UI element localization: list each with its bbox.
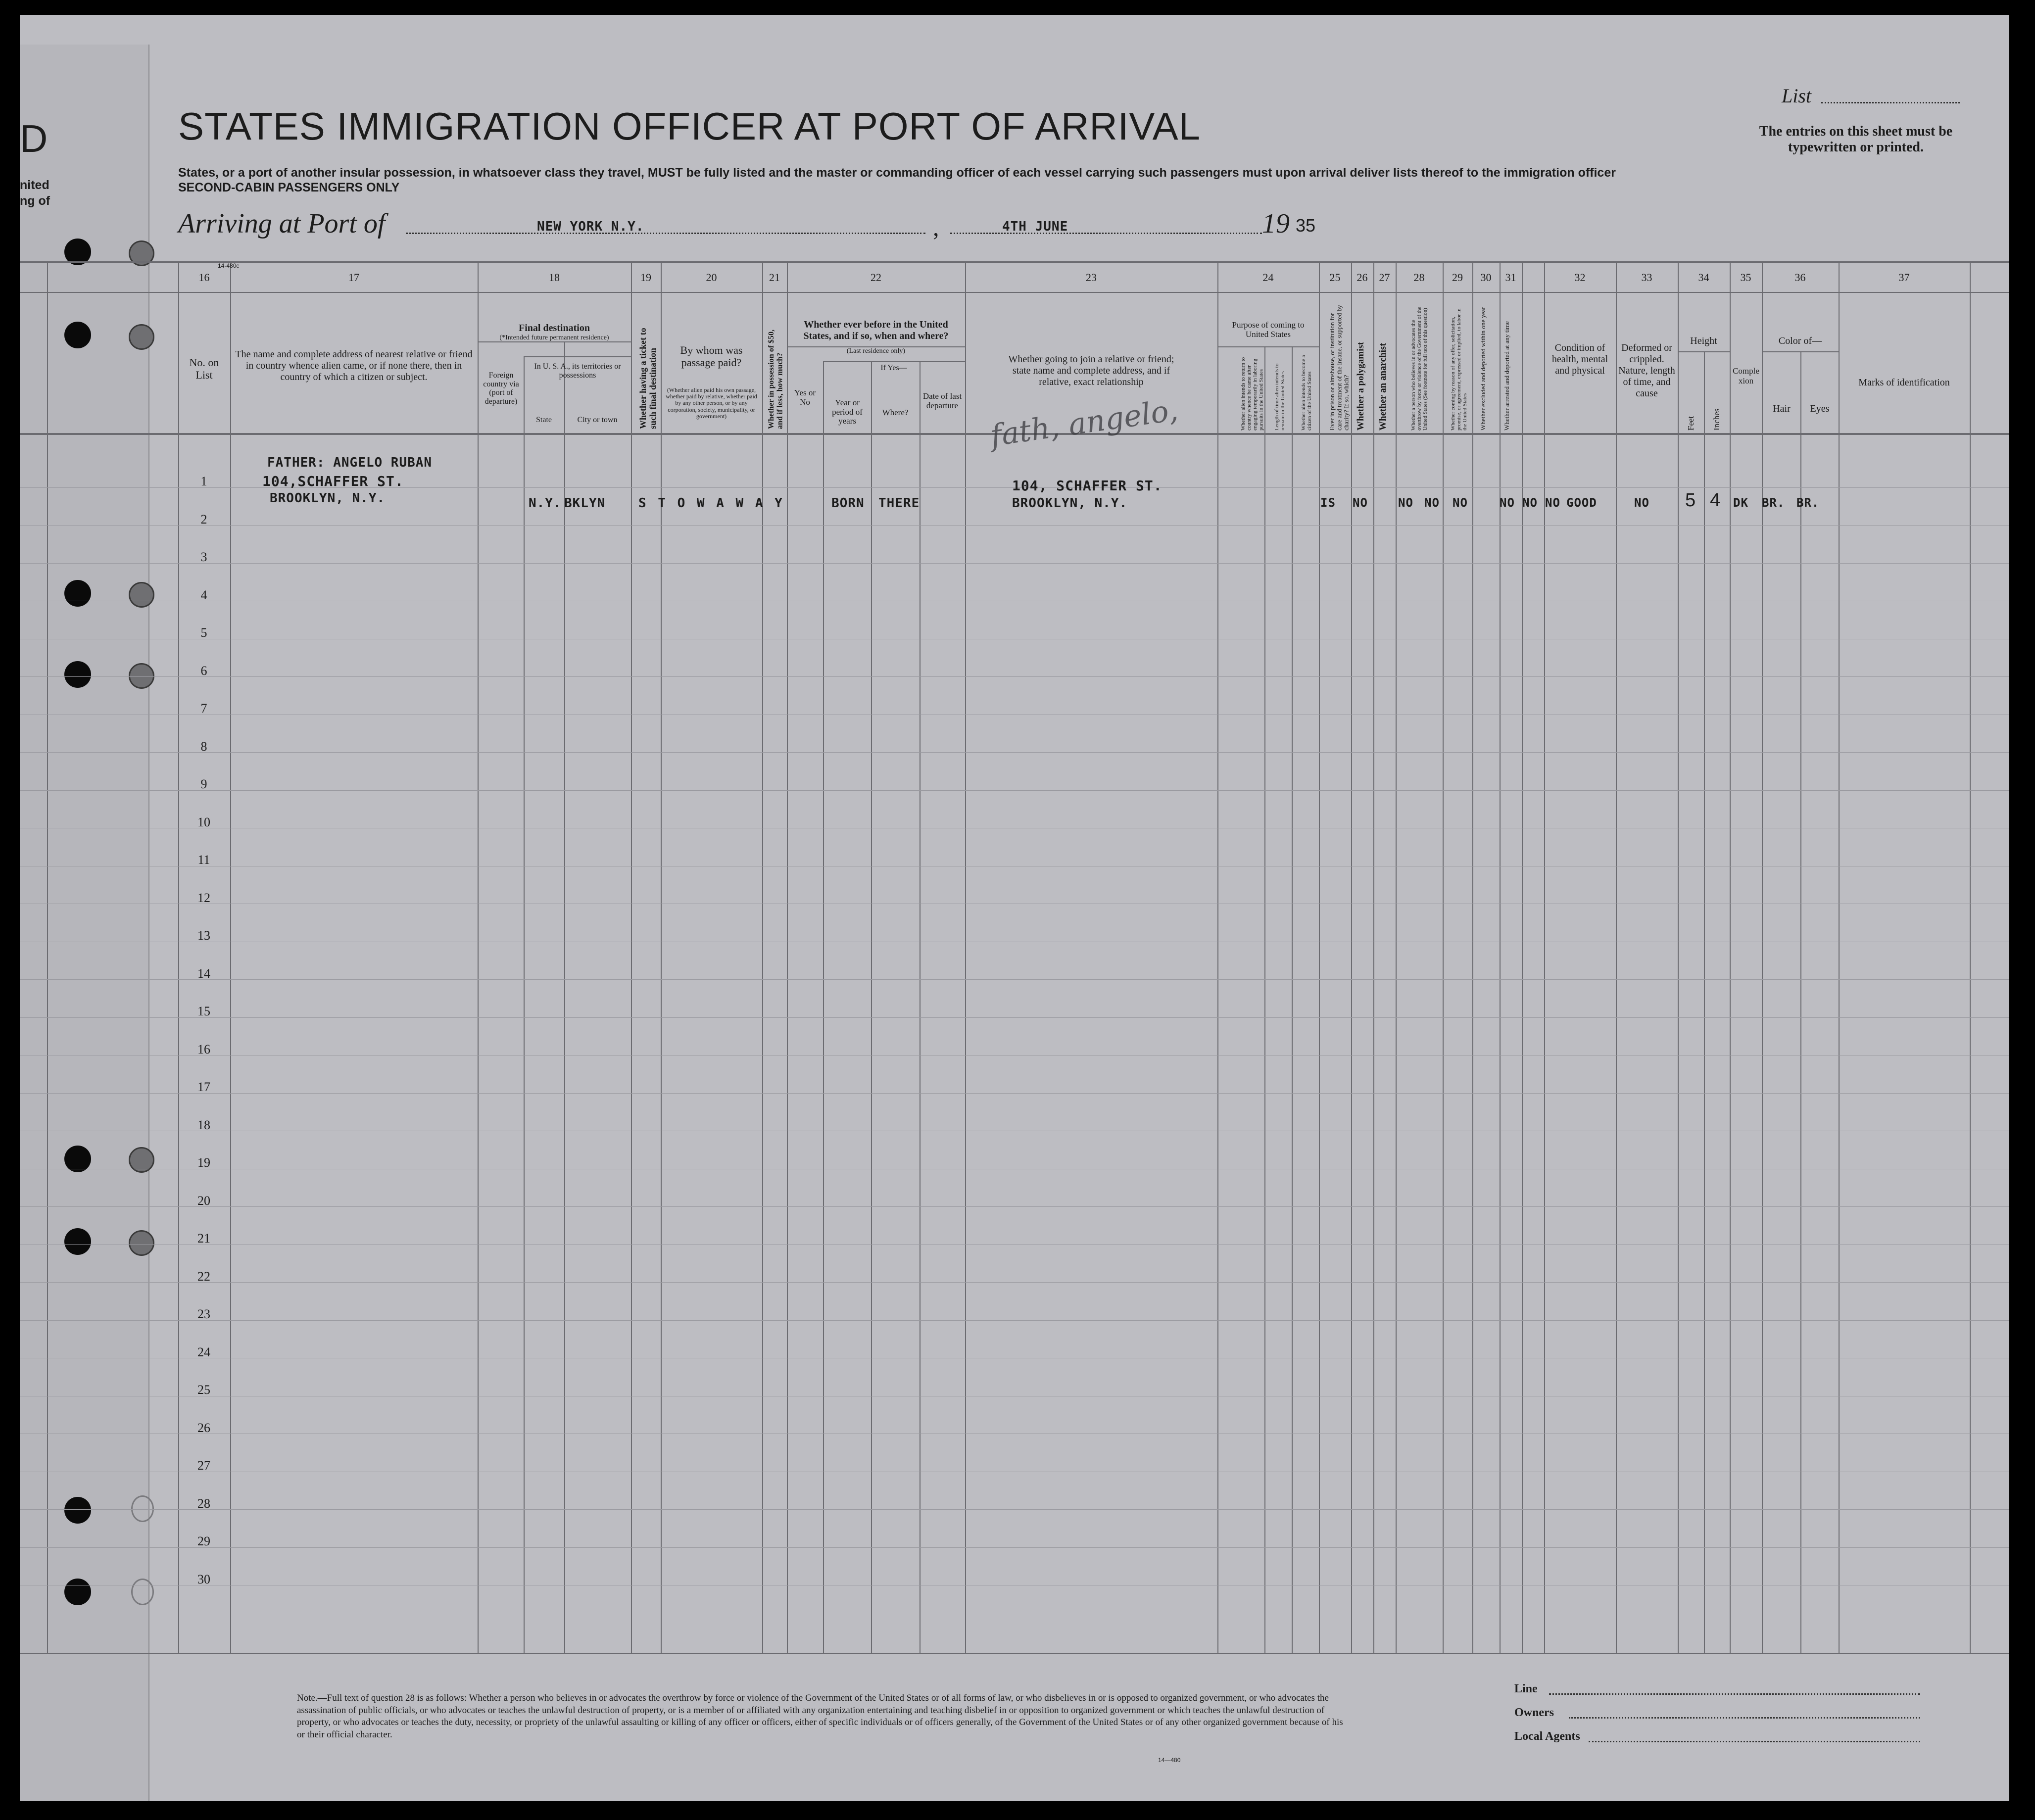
date-line: [950, 233, 1262, 234]
table-row: [20, 1282, 2009, 1283]
column-divider: [524, 356, 525, 1653]
entry-state: N.Y.: [529, 496, 562, 511]
column-divider: [823, 361, 824, 1653]
instructions: The entries on this sheet must be typewritten or printed.: [1759, 124, 1953, 155]
column-divider: [1678, 261, 1679, 1653]
column-divider: [1704, 351, 1705, 1653]
page-title: STATES IMMIGRATION OFFICER AT PORT OF ARRIVAL: [178, 104, 1201, 148]
entry-inches: 4: [1710, 490, 1721, 511]
col-22-note: (Last residence only): [846, 347, 906, 355]
col-24b-header: Length of time alien intends to remain in the United States: [1274, 363, 1286, 431]
column-divider: [1522, 261, 1523, 1653]
row-number: 27: [197, 1458, 210, 1473]
subheader-divider: [1217, 346, 1319, 347]
year-suffix: 35: [1296, 215, 1316, 236]
col-34-inches: Inches: [1712, 408, 1721, 431]
row-number: 5: [200, 625, 207, 640]
col-24a-header: Whether alien intends to return to country whence he came after engaging temporarily in laboring pursuits in the United States: [1240, 357, 1264, 431]
row-number: 1: [200, 474, 207, 488]
row-number: 28: [197, 1496, 210, 1511]
owners-label: Owners: [1514, 1706, 1554, 1719]
row-number: 9: [200, 777, 207, 791]
column-divider: [1351, 261, 1352, 1653]
column-divider: [1264, 346, 1265, 1653]
table-row: [20, 676, 2009, 677]
header-number-divider: [20, 292, 2009, 293]
col-26-header: Whether a polygamist: [1356, 341, 1366, 431]
row-number: 15: [197, 1004, 210, 1018]
entry-complexion: DK: [1733, 496, 1748, 510]
table-row: [20, 563, 2009, 564]
col-17-header: The name and complete address of nearest relative or friend in country whence alien came, or if none there, then in country of which a citizen or subject.: [235, 349, 473, 383]
col-num-25: 25: [1329, 271, 1341, 284]
punch-hole: [129, 582, 154, 608]
column-divider: [1970, 261, 1971, 1653]
column-divider: [478, 261, 479, 1653]
punch-hole: [64, 1228, 91, 1255]
subtitle: States, or a port of another insular possession, in whatsoever class they travel, MUST be fully listed and the master or commanding officer of each vessel carrying such passengers must upon arrival deliver lists thereof to the immigration officer: [178, 166, 1616, 180]
row-number: 30: [197, 1572, 210, 1586]
col-36-eyes: Eyes: [1810, 403, 1830, 414]
year-prefix: 19: [1262, 208, 1290, 239]
punch-hole: [64, 661, 91, 688]
col-num-34: 34: [1698, 271, 1709, 284]
row-number: 18: [197, 1117, 210, 1132]
col-34-feet: Feet: [1686, 416, 1696, 431]
entry-c29: NO: [1500, 496, 1515, 510]
punch-hole: [64, 322, 91, 348]
relative-line-3: BROOKLYN, N.Y.: [270, 491, 386, 506]
column-divider: [871, 361, 872, 1653]
col-23-header: Whether going to join a relative or friend; state name and complete address, and if relative, exact relationship: [1008, 354, 1174, 387]
col-37-header: Marks of identification: [1858, 377, 1950, 388]
col-num-31: 31: [1505, 271, 1516, 284]
footnote: Note.—Full text of question 28 is as follows: Whether a person who believes in or advocates the overthrow by force or violence of the Government of the United States or of all forms of law, or who disbelieves in or is opposed to organized government, or who advocates the assassination of public officials, or who advocates or teaches the unlawful destruction of property, or is a member of or affiliated with any organization entertaining and teaching disbelief in or opposition to organized government or which teaches the unlawful destruction of property, or who advocates or teaches the duty, necessity, or propriety of the unlawful assaulting or killing of any officer or officers, either of specific individuals or of officers generally, of the Government of the United States or of any other organized government because of his or their official character.: [297, 1693, 1343, 1740]
table-row: [20, 790, 2009, 791]
column-divider: [1500, 261, 1501, 1653]
line-field: [1549, 1693, 1920, 1695]
manifest-sheet: [20, 15, 2009, 1801]
punch-hole: [129, 663, 154, 689]
col-num-32: 32: [1574, 271, 1586, 284]
col-18-header: Final destination: [519, 323, 590, 334]
entry-c28: NO: [1453, 496, 1468, 510]
entry-health: GOOD: [1566, 496, 1597, 510]
join-line-2: BROOKLYN, N.Y.: [1012, 496, 1128, 511]
col-16-header: No. on List: [189, 356, 219, 382]
table-row: [20, 1093, 2009, 1094]
entry-eyes: BR.: [1796, 496, 1820, 510]
col-num-17: 17: [348, 271, 359, 284]
col-22-header: Whether ever before in the United States, and if so, when and where?: [803, 319, 949, 341]
form-code: 14-480c: [218, 262, 240, 269]
col-35-header: Complexion: [1733, 366, 1759, 385]
col-27-header: Whether an anarchist: [1378, 343, 1388, 431]
col-18-state: State: [536, 416, 552, 424]
entry-before-where: THERE: [878, 496, 920, 511]
column-divider: [1839, 261, 1840, 1653]
row-number: 8: [200, 739, 207, 754]
col-num-22: 22: [871, 271, 881, 284]
row-number: 23: [197, 1307, 210, 1321]
column-divider: [762, 261, 763, 1653]
subheader-divider: [524, 356, 631, 357]
table-row: [20, 525, 2009, 526]
col-25-header: Ever in prison or almshouse, or institution for care and treatment of the insane, or supported by charity? If so, which?: [1328, 305, 1350, 431]
punch-hole: [129, 324, 154, 350]
entry-c25: NO: [1353, 496, 1368, 510]
subheader-divider: [1762, 351, 1839, 352]
col-22-ifyes: If Yes—: [880, 364, 907, 372]
column-divider: [178, 261, 179, 1653]
col-22-date: Date of last departure: [922, 391, 962, 410]
col-34-header: Height: [1690, 335, 1717, 346]
left-fragment-letter: D: [20, 117, 48, 160]
row-number: 7: [200, 701, 207, 716]
list-label: List: [1782, 85, 1812, 107]
column-divider: [920, 361, 921, 1653]
row-number: 19: [197, 1155, 210, 1170]
col-21-header: Whether in possession of $50, and if less, how much?: [767, 329, 784, 429]
column-divider: [1373, 261, 1374, 1653]
col-num-28: 28: [1413, 271, 1425, 284]
entry-c31: NO: [1545, 496, 1560, 510]
col-36-header: Color of—: [1778, 335, 1822, 346]
col-num-23: 23: [1086, 271, 1097, 284]
entry-c30: NO: [1522, 496, 1538, 510]
col-36-hair: Hair: [1773, 403, 1791, 414]
punch-hole: [131, 1495, 154, 1522]
left-fragment-line-1: nited: [20, 178, 49, 192]
col-31-header: Whether arrested and deported at any time: [1503, 321, 1510, 431]
col-24-header: Purpose of coming to United States: [1232, 320, 1305, 339]
col-22-yesno: Yes or No: [794, 388, 816, 407]
entry-before-year: BORN: [831, 496, 865, 511]
column-divider: [965, 261, 966, 1653]
column-divider: [1544, 261, 1545, 1653]
col-30-header: Whether excluded and deported within one year: [1479, 307, 1487, 431]
table-row: [20, 1017, 2009, 1018]
col-num-37: 37: [1898, 271, 1910, 284]
table-bottom-border: [20, 1653, 2009, 1654]
row-number: 6: [200, 663, 207, 678]
col-28-header: Whether a person who believes in or advocates the overthrow by force or violence of the Government of the United States (See footnote for full text of this question): [1410, 306, 1429, 431]
punch-hole: [131, 1579, 154, 1605]
col-num-19: 19: [640, 271, 651, 284]
col-18-note: (*Intended future permanent residence): [499, 334, 609, 341]
row-number: 12: [197, 890, 210, 905]
col-29-header: Whether coming by reason of any offer, solicitation, promise, or agreement, expressed or implied, to labor in the United States: [1450, 308, 1468, 431]
row-number: 24: [197, 1344, 210, 1359]
row-number: 29: [197, 1534, 210, 1548]
owners-field: [1569, 1717, 1920, 1719]
column-divider: [661, 261, 662, 1653]
col-19-header: Whether having a ticket to such final destination: [638, 328, 658, 429]
subheader-divider: [823, 361, 965, 362]
column-divider: [1730, 261, 1731, 1653]
column-divider: [230, 261, 231, 1653]
port-line: [406, 233, 925, 234]
table-row: [20, 752, 2009, 753]
row-number: 17: [197, 1080, 210, 1094]
line-label: Line: [1514, 1682, 1538, 1695]
col-num-35: 35: [1740, 271, 1751, 284]
col-18-city: City or town: [577, 416, 618, 424]
table-row: [20, 979, 2009, 980]
column-divider: [631, 261, 632, 1653]
column-divider: [1616, 261, 1617, 1653]
column-divider: [1472, 261, 1473, 1653]
entry-deformed: NO: [1634, 496, 1649, 510]
col-num-20: 20: [706, 271, 717, 284]
column-divider: [1800, 351, 1801, 1653]
row-number: 3: [200, 550, 207, 564]
col-num-18: 18: [549, 271, 560, 284]
agents-label: Local Agents: [1514, 1730, 1580, 1743]
column-divider: [1217, 261, 1218, 1653]
row-number: 2: [200, 512, 207, 527]
punch-hole: [129, 1230, 154, 1256]
relative-line-2: 104,SCHAFFER ST.: [262, 473, 404, 489]
punch-hole: [64, 580, 91, 607]
table-row: [20, 1206, 2009, 1207]
col-num-24: 24: [1262, 271, 1274, 284]
date-value: 4TH JUNE: [1002, 219, 1068, 234]
col-num-33: 33: [1641, 271, 1652, 284]
row-number: 16: [197, 1042, 210, 1056]
row-number: 20: [197, 1193, 210, 1208]
col-33-header: Deformed or crippled. Nature, length of time, and cause: [1618, 342, 1675, 399]
col-18-foreign: Foreign country via (port of departure): [483, 371, 519, 406]
relative-line-1: FATHER: ANGELO RUBAN: [267, 455, 433, 470]
col-22-year: Year or period of years: [832, 398, 863, 426]
entry-hair: BR.: [1762, 496, 1785, 510]
entry-city: BKLYN: [564, 496, 606, 511]
col-num-16: 16: [198, 271, 210, 284]
col-num-27: 27: [1379, 271, 1390, 284]
table-row: [20, 1547, 2009, 1548]
entry-feet: 5: [1685, 490, 1696, 511]
col-num-21: 21: [769, 271, 780, 284]
table-row: [20, 1509, 2009, 1510]
row-number: 26: [197, 1420, 210, 1435]
join-line-1: 104, SCHAFFER ST.: [1012, 478, 1163, 494]
left-fragment-line-2: ng of: [20, 194, 50, 208]
class-line: SECOND-CABIN PASSENGERS ONLY: [178, 181, 400, 194]
agents-field: [1589, 1741, 1920, 1742]
col-22-where: Where?: [882, 408, 909, 417]
arriving-label: Arriving at Port of: [178, 208, 386, 239]
port-value: NEW YORK N.Y.: [537, 219, 644, 234]
col-num-29: 29: [1452, 271, 1463, 284]
col-num-26: 26: [1357, 271, 1368, 284]
row-number: 4: [200, 587, 207, 602]
column-divider: [1396, 261, 1397, 1653]
row-number: 14: [197, 966, 210, 981]
footer-form-code: 14—480: [1158, 1757, 1181, 1764]
entry-c27: NO: [1424, 496, 1440, 510]
punch-hole: [64, 1497, 91, 1524]
col-num-30: 30: [1480, 271, 1492, 284]
col-20-note: (Whether alien paid his own passage, whether paid by relative, whether paid by any other person, or by any corporation, society, municipality, or government): [666, 386, 757, 420]
entry-length-stay: IS: [1320, 496, 1336, 510]
column-divider: [1319, 261, 1320, 1653]
column-divider: [47, 261, 48, 1653]
column-divider: [1762, 261, 1763, 1653]
subheader-divider: [1678, 351, 1730, 352]
row-number: 11: [197, 853, 210, 867]
comma: ,: [933, 213, 939, 241]
row-number: 25: [197, 1383, 210, 1397]
row-number: 22: [197, 1269, 210, 1284]
handwritten-relation: fath, angelo,: [988, 392, 1180, 454]
punch-hole: [64, 1579, 91, 1605]
row-number: 21: [197, 1231, 210, 1245]
col-18-usa: In U. S. A., its territories or possessions: [534, 362, 621, 380]
col-20-header: By whom was passage paid?: [680, 344, 743, 369]
col-24c-header: Whether alien intends to become a citizen of the United States: [1301, 355, 1313, 431]
list-number-line: [1821, 102, 1960, 103]
column-divider: [1292, 346, 1293, 1653]
row-number: 13: [197, 928, 210, 943]
column-divider: [787, 261, 788, 1653]
entry-stowaway: S T O W A W A Y: [638, 496, 784, 511]
column-divider: [564, 341, 565, 1653]
column-divider: [1443, 261, 1444, 1653]
col-32-header: Condition of health, mental and physical: [1551, 342, 1608, 376]
col-num-36: 36: [1794, 271, 1806, 284]
entry-c26: NO: [1398, 496, 1413, 510]
table-row: [20, 1320, 2009, 1321]
previous-page-edge: [20, 45, 149, 1801]
table-top-border: [20, 261, 2009, 263]
row-number: 10: [197, 814, 210, 829]
